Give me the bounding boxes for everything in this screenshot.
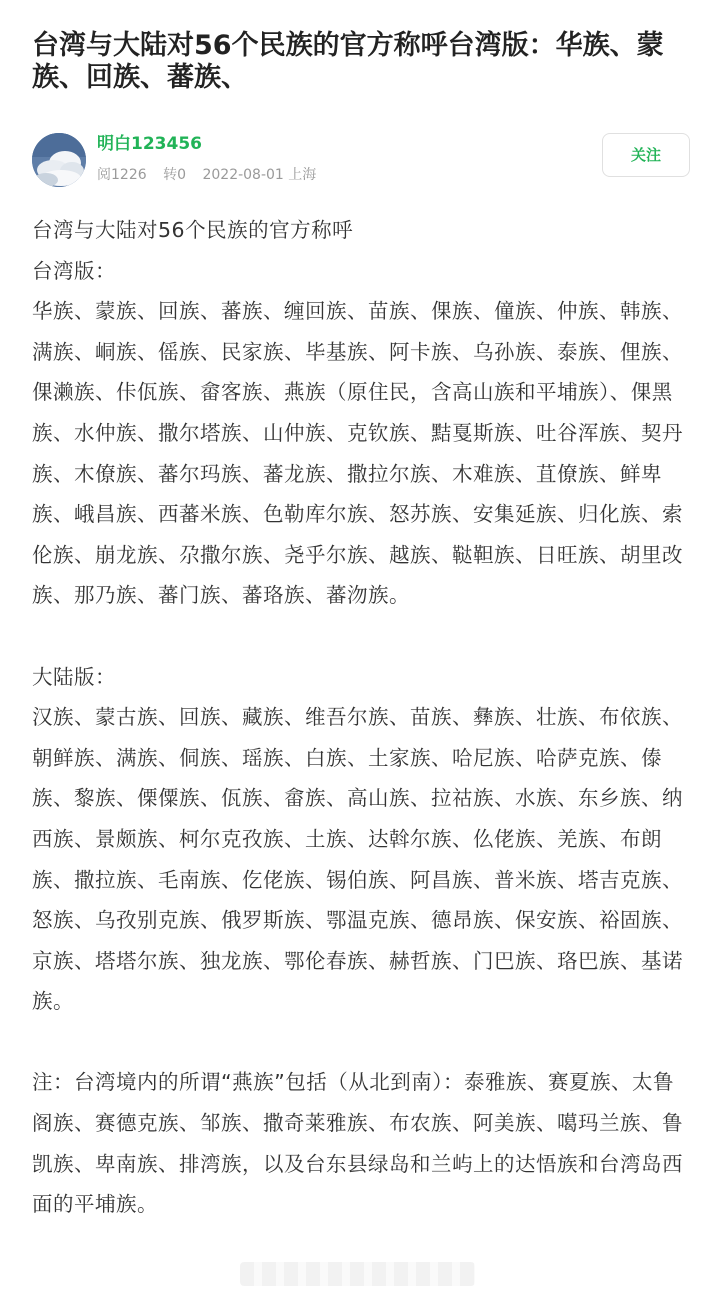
author-name[interactable]: 明白123456: [97, 134, 202, 154]
paragraph-gap: [32, 1022, 692, 1063]
paragraph-gap: [32, 616, 692, 657]
taiwan-version-label: 台湾版：: [32, 258, 116, 283]
article-body: [32, 210, 692, 1225]
post-meta: [97, 165, 328, 185]
mainland-version-label: 大陆版：: [32, 664, 116, 689]
taiwan-version-list: 华族、蒙族、回族、蕃族、缠回族、苗族、倮族、僮族、仲族、韩族、满族、峒族、傜族、民家族、毕基族、阿卡族、乌孙族、泰族、俚族、倮濑族、佧佤族、畲客族、燕族（原住民，含高山族和平埔族）、倮黑族、水仲族、撒尔塔族、山仲族、克钦族、黠戛斯族、吐谷浑族、契丹族、木僚族、蕃尔玛族、蕃龙族、撒拉尔族、木难族、苴僚族、鲜卑族、峨昌族、西蕃米族、色勒库尔族、怒苏族、安集延族、归化族、索伦族、崩龙族、尕撒尔族、尧乎尔族、越族、鞑靼族、日旺族、胡里改族、那乃族、蕃门族、蕃珞族、蕃沕族。: [32, 299, 683, 608]
article-title: 台湾与大陆对56个民族的官方称呼台湾版：华族、蒙族、回族、蕃族、: [32, 30, 664, 93]
post-date-location: 2022-08-01 上海: [202, 167, 317, 183]
blurred-watermark: [240, 1262, 475, 1286]
repost-count: 转0: [163, 167, 187, 183]
avatar[interactable]: [32, 133, 86, 187]
paragraph-heading: 台湾与大陆对56个民族的官方称呼: [32, 218, 354, 242]
read-count: 阅1226: [97, 167, 147, 183]
mainland-version-list: 汉族、蒙古族、回族、藏族、维吾尔族、苗族、彝族、壮族、布依族、朝鲜族、满族、侗族、瑶族、白族、土家族、哈尼族、哈萨克族、傣族、黎族、傈僳族、佤族、畲族、高山族、拉祜族、水族、东乡族、纳西族、景颇族、柯尔克孜族、土族、达斡尔族、仫佬族、羌族、布朗族、撒拉族、毛南族、仡佬族、锡伯族、阿昌族、普米族、塔吉克族、怒族、乌孜别克族、俄罗斯族、鄂温克族、德昂族、保安族、裕固族、京族、塔塔尔族、独龙族、鄂伦春族、赫哲族、门巴族、珞巴族、基诺族。: [32, 705, 683, 1014]
author-row: [32, 130, 692, 190]
follow-button[interactable]: 关注: [602, 133, 690, 177]
sky-clouds-avatar-icon: [32, 133, 86, 187]
note-paragraph: 注：台湾境内的所谓“燕族”包括（从北到南）：泰雅族、赛夏族、太鲁阁族、赛德克族、邹族、撒奇莱雅族、布农族、阿美族、噶玛兰族、鲁凯族、卑南族、排湾族，以及台东县绿岛和兰屿上的达悟族和台湾岛西面的平埔族。: [32, 1070, 683, 1217]
